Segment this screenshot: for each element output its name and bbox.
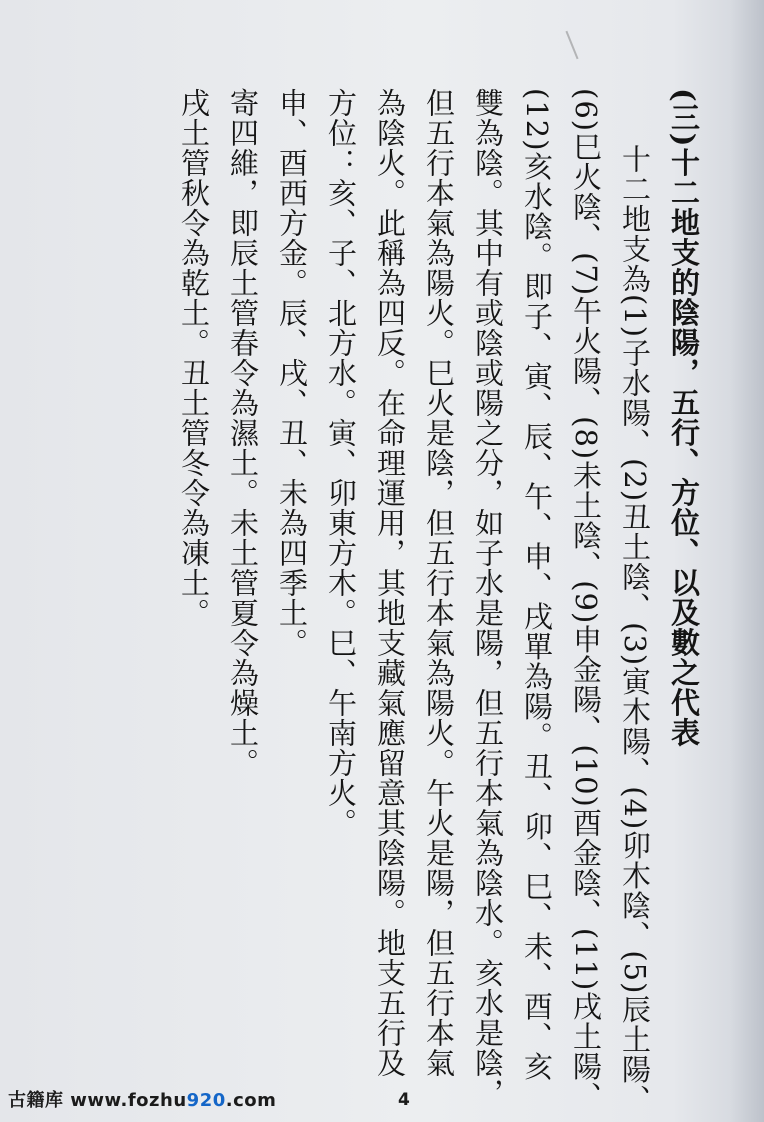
- site-url-suffix: .com: [225, 1090, 277, 1111]
- text-column-9: 寄四維，即辰土管春令為濕土。未土管夏令為燥土。: [226, 88, 260, 778]
- pen-mark: [565, 31, 578, 60]
- section-heading: (三)十二地支的陰陽，五行、方位、以及數之代表: [667, 88, 701, 748]
- site-url-prefix: www.fozhu: [70, 1090, 187, 1111]
- text-column-2: (6)巳火陰、(7)午火陽、(8)未土陰、(9)申金陽、(10)酉金陰、(11)戌土陽、: [569, 88, 603, 1112]
- spine-shadow: [730, 0, 764, 1122]
- site-name: 古籍库: [8, 1090, 64, 1111]
- site-watermark: [8, 1086, 276, 1112]
- site-url-middle: 920: [186, 1090, 226, 1111]
- text-column-6: 為陰火。此稱為四反。在命理運用，其地支藏氣應留意其陰陽。地支五行及: [373, 88, 407, 1078]
- page-number: 4: [398, 1090, 410, 1110]
- text-column-10: 戌土管秋令為乾土。丑土管冬令為凍土。: [177, 88, 211, 628]
- text-column-5: 但五行本氣為陽火。巳火是陰，但五行本氣為陽火。午火是陽，但五行本氣: [422, 88, 456, 1078]
- text-column-4: 雙為陰。其中有或陰或陽之分，如子水是陽，但五行本氣為陰水。亥水是陰，: [471, 88, 505, 1108]
- text-column-8: 申、酉西方金。辰、戌、丑、未為四季土。: [275, 88, 309, 658]
- text-column-7: 方位：亥、子、北方水。寅、卯東方木。巳、午南方火。: [324, 88, 358, 838]
- text-column-3: (12)亥水陰。即子、寅、辰、午、申、戌單為陽。丑、卯、巳、未、酉、亥: [520, 88, 554, 1082]
- text-column-1: 十二地支為(1)子水陽、(2)丑土陰、(3)寅木陽、(4)卯木陰、(5)辰土陽、: [618, 144, 652, 1115]
